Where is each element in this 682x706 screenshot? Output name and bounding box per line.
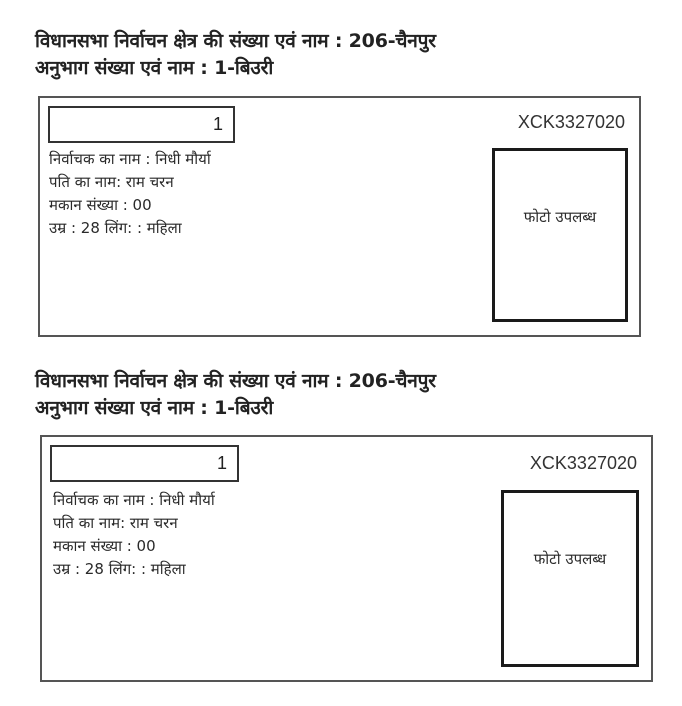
voter-card bbox=[38, 96, 641, 337]
elector-name: निर्वाचक का नाम : निधी मौर्या bbox=[53, 491, 215, 509]
voter-details bbox=[53, 489, 215, 581]
relation-name: पति का नाम: राम चरन bbox=[53, 514, 178, 532]
epic-number: XCK3327020 bbox=[529, 453, 637, 473]
elector-name: निर्वाचक का नाम : निधी मौर्या bbox=[49, 150, 211, 168]
constituency-heading: विधानसभा निर्वाचन क्षेत्र की संख्या एवं नाम : 206-चैनपुर bbox=[35, 370, 436, 392]
photo-placeholder bbox=[501, 490, 639, 667]
house-number: मकान संख्या : 00 bbox=[53, 537, 156, 555]
voter-details bbox=[49, 148, 211, 240]
photo-label: फोटो उपलब्ध bbox=[533, 550, 607, 568]
constituency-heading: विधानसभा निर्वाचन क्षेत्र की संख्या एवं नाम : 206-चैनपुर bbox=[35, 30, 436, 52]
age-gender: उम्र : 28 लिंग: : महिला bbox=[49, 219, 182, 237]
epic-number: XCK3327020 bbox=[517, 112, 625, 132]
photo-placeholder bbox=[492, 148, 628, 322]
serial-number-box: 1 bbox=[50, 445, 239, 482]
relation-name: पति का नाम: राम चरन bbox=[49, 173, 174, 191]
voter-card bbox=[40, 435, 653, 682]
photo-label: फोटो उपलब्ध bbox=[523, 208, 597, 226]
serial-number-box: 1 bbox=[48, 106, 235, 143]
section-heading: अनुभाग संख्या एवं नाम : 1-बिउरी bbox=[35, 57, 274, 79]
section-heading: अनुभाग संख्या एवं नाम : 1-बिउरी bbox=[35, 397, 274, 419]
age-gender: उम्र : 28 लिंग: : महिला bbox=[53, 560, 186, 578]
house-number: मकान संख्या : 00 bbox=[49, 196, 152, 214]
